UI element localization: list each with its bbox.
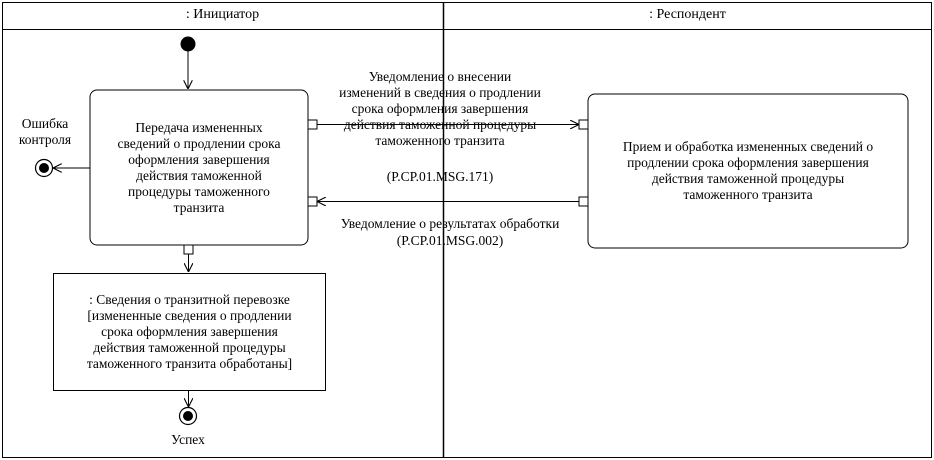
flow-label-notification: Уведомление о внесении изменений в сведения о продлении срока оформления завершения действия таможенной процедуры таможенного транзита [339, 69, 541, 148]
final-label-control-error: Ошибка контроля [18, 116, 72, 147]
flow-label-result: Уведомление о результатах обработки [340, 216, 560, 231]
swimlane-title-respondent: : Респондент [649, 7, 726, 22]
final-node-success-inner [183, 411, 193, 421]
input-pin-receive-left [579, 120, 588, 129]
input-pin-send-right [308, 197, 317, 206]
initial-node [181, 37, 196, 52]
flow-label-result-code: (P.CP.01.MSG.002) [396, 233, 504, 248]
activity-send-changes: Передача измененных сведений о продлении срока оформления завершения действия таможенной процедуры таможенного транзита [117, 119, 281, 215]
final-node-control-error-inner [39, 163, 49, 173]
output-pin-receive-left [579, 197, 588, 206]
output-pin-send-bottom [184, 245, 193, 254]
object-node-transit-info: : Сведения о транзитной перевозке [измененные сведения о продлении срока оформления завершения действия таможенной процедуры таможенного транзита обработаны] [86, 291, 293, 371]
flow-label-notification-code: (P.CP.01.MSG.171) [386, 169, 494, 184]
final-label-success: Успех [171, 432, 205, 447]
activity-receive-process: Прием и обработка измененных сведений о продлении срока оформления завершения действия таможенной процедуры таможенного транзита [622, 139, 874, 202]
swimlane-title-initiator: : Инициатор [185, 7, 260, 22]
